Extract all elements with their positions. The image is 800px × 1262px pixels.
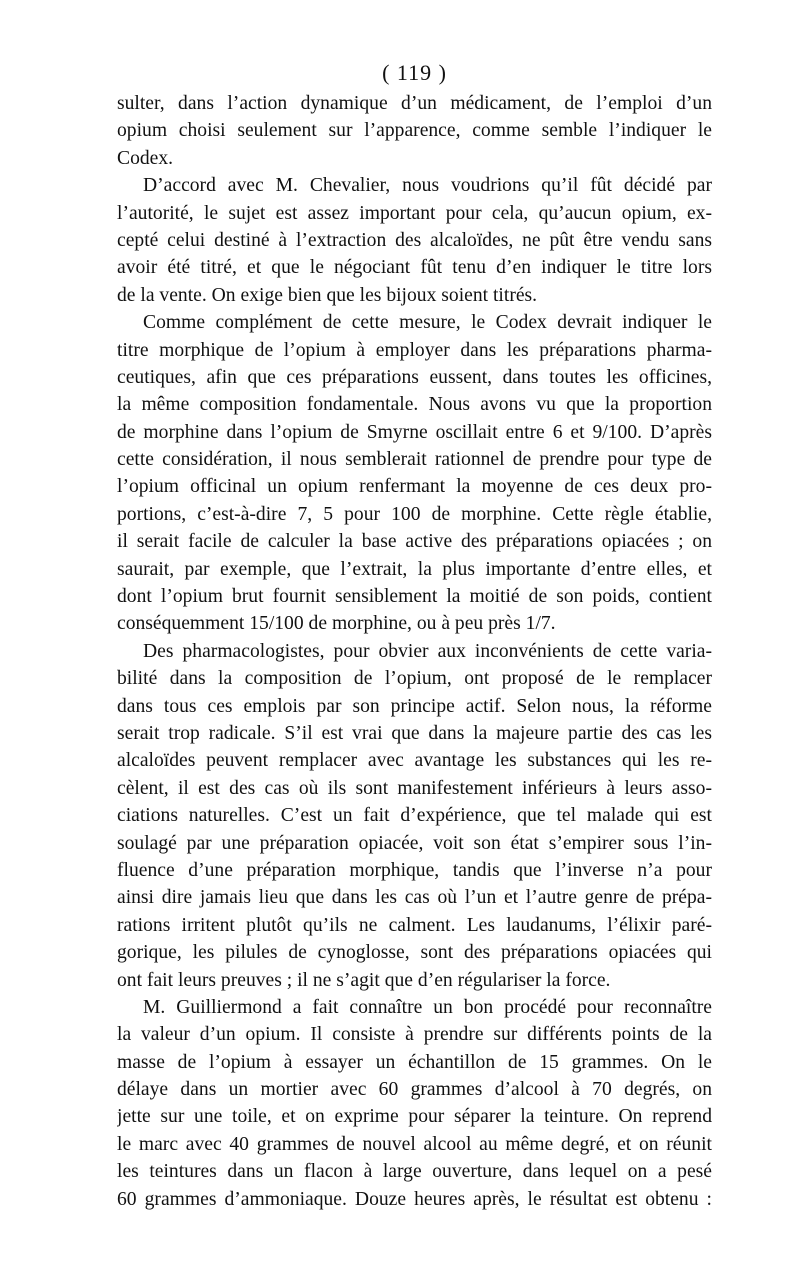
text-line: bilité dans la composition de l’opium, ont proposé de le remplacer (117, 668, 712, 690)
text-line: 60 grammes d’ammoniaque. Douze heures après, le résultat est obtenu : (117, 1188, 712, 1210)
text-line: la valeur d’un opium. Il consiste à prendre sur différents points de la (117, 1024, 712, 1046)
text-line: le marc avec 40 grammes de nouvel alcool au même degré, et on réunit (117, 1133, 712, 1155)
text-line: il serait facile de calculer la base active des préparations opiacées ; on (117, 531, 712, 553)
text-line: soulagé par une préparation opiacée, voit son état s’empirer sous l’in- (117, 832, 712, 854)
text-line: ont fait leurs preuves ; il ne s’agit que d’en régulariser la force. (117, 969, 611, 991)
text-line: masse de l’opium à essayer un échantillon de 15 grammes. On le (117, 1051, 712, 1073)
text-line: M. Guilliermond a fait connaître un bon procédé pour reconnaître (143, 996, 712, 1018)
text-line: dont l’opium brut fournit sensiblement la moitié de son poids, contient (117, 586, 712, 608)
text-line: portions, c’est-à-dire 7, 5 pour 100 de morphine. Cette règle établie, (117, 503, 712, 525)
text-line: dans tous ces emplois par son principe actif. Selon nous, la réforme (117, 695, 712, 717)
page-number: ( 119 ) (382, 60, 447, 85)
text-line: fluence d’une préparation morphique, tandis que l’inverse n’a pour (117, 859, 712, 881)
text-line: délaye dans un mortier avec 60 grammes d’alcool à 70 degrés, on (117, 1079, 712, 1101)
text-line: D’accord avec M. Chevalier, nous voudrions qu’il fût décidé par (143, 175, 712, 197)
book-page (117, 58, 712, 1213)
text-line: alcaloïdes peuvent remplacer avec avantage les substances qui les re- (117, 750, 712, 772)
text-line: ciations naturelles. C’est un fait d’expérience, que tel malade qui est (117, 805, 712, 827)
text-line: jette sur une toile, et on exprime pour séparer la teinture. On reprend (117, 1106, 712, 1128)
text-line: rations irritent plutôt qu’ils ne calment. Les laudanums, l’élixir paré- (117, 914, 712, 936)
text-line: de la vente. On exige bien que les bijoux soient titrés. (117, 284, 538, 306)
text-line: ainsi dire jamais lieu que dans les cas où l’un et l’autre genre de prépa- (117, 887, 712, 909)
text-line: Codex. (117, 147, 174, 169)
text-line: Des pharmacologistes, pour obvier aux inconvénients de cette varia- (143, 640, 712, 662)
text-line: les teintures dans un flacon à large ouverture, dans lequel on a pesé (117, 1161, 712, 1183)
text-line: saurait, par exemple, que l’extrait, la plus importante d’entre elles, et (117, 558, 712, 580)
text-line: titre morphique de l’opium à employer dans les préparations pharma- (117, 339, 712, 361)
text-line: l’autorité, le sujet est assez important pour cela, qu’aucun opium, ex- (117, 202, 712, 224)
text-line: gorique, les pilules de cynoglosse, sont des préparations opiacées qui (117, 942, 712, 964)
text-line: conséquemment 15/100 de morphine, ou à peu près 1/7. (117, 613, 556, 635)
text-line: la même composition fondamentale. Nous avons vu que la proportion (117, 394, 712, 416)
text-line: avoir été titré, et que le négociant fût tenu d’en indiquer le titre lors (117, 257, 712, 279)
text-line: ceutiques, afin que ces préparations eussent, dans toutes les officines, (117, 366, 712, 388)
text-line: Comme complément de cette mesure, le Codex devrait indiquer le (143, 312, 712, 334)
text-line: cèlent, il est des cas où ils sont manifestement inférieurs à leurs asso- (117, 777, 712, 799)
text-line: l’opium officinal un opium renfermant la moyenne de ces deux pro- (117, 476, 712, 498)
text-line: de morphine dans l’opium de Smyrne oscillait entre 6 et 9/100. D’après (117, 421, 712, 443)
text-line: cepté celui destiné à l’extraction des alcaloïdes, ne pût être vendu sans (117, 229, 712, 251)
text-line: serait trop radicale. S’il est vrai que dans la majeure partie des cas les (117, 722, 712, 744)
body-text (117, 90, 712, 1213)
text-line: sulter, dans l’action dynamique d’un médicament, de l’emploi d’un (117, 93, 712, 114)
text-line: opium choisi seulement sur l’apparence, comme semble l’indiquer le (117, 120, 712, 142)
text-line: cette considération, il nous semblerait rationnel de prendre pour type de (117, 449, 712, 471)
